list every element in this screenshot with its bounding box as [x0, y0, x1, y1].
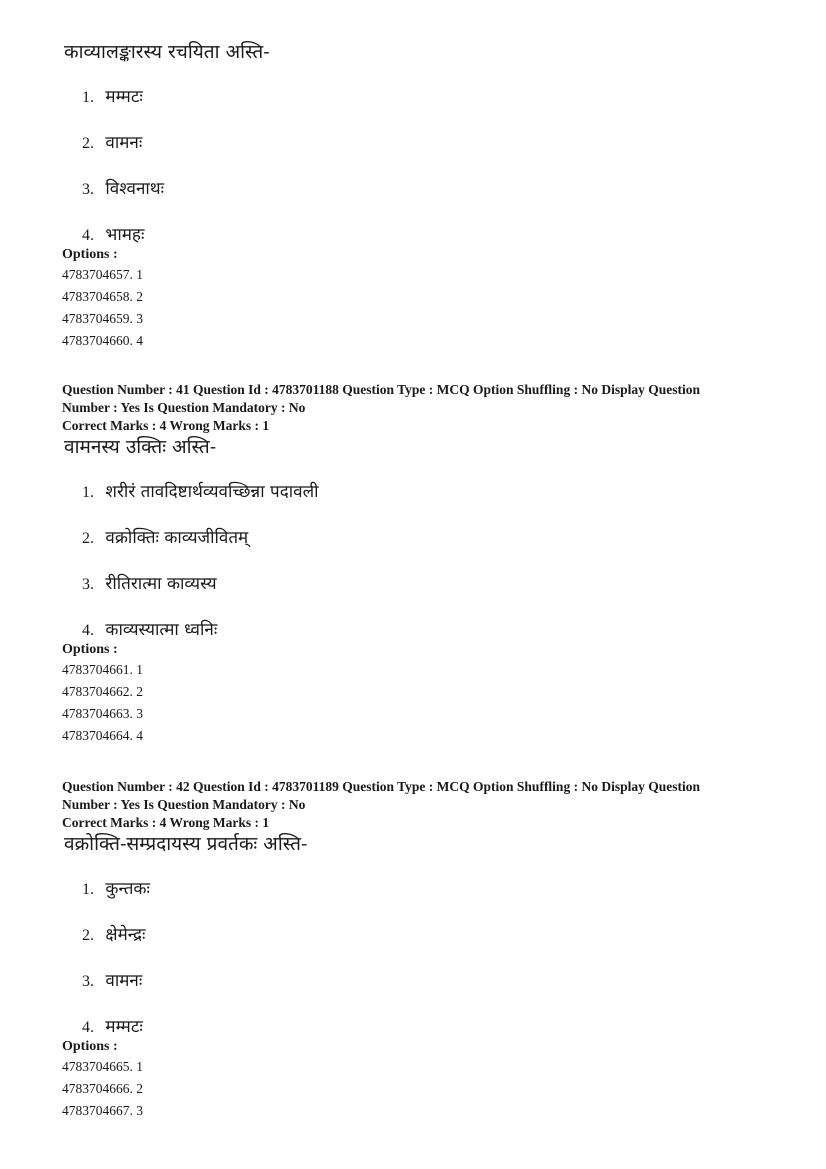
option-row: 4783704661. 1 [62, 662, 143, 677]
option-row: 4783704659. 3 [62, 311, 143, 326]
option-row: 4783704663. 3 [62, 706, 143, 721]
question-text: वक्रोक्ति-सम्प्रदायस्य प्रवर्तकः अस्ति- [64, 833, 308, 855]
choice-text: कुन्तकः [105, 879, 150, 899]
question-meta-line: Question Number : 42 Question Id : 4783701189 Question Type : MCQ Option Shuffling : No Display Question [62, 779, 700, 794]
marks-line: Correct Marks : 4 Wrong Marks : 1 [62, 815, 270, 830]
choice-number: 3. [82, 973, 94, 990]
choice-text: मम्मटः [105, 1017, 143, 1037]
question-text: काव्यालङ्कारस्य रचयिता अस्ति- [64, 41, 270, 63]
choice-number: 1. [82, 89, 94, 106]
question-text: वामनस्य उक्तिः अस्ति- [64, 436, 217, 458]
choice-text: मम्मटः [105, 87, 143, 107]
option-row: 4783704657. 1 [62, 267, 143, 282]
choice-text: वामनः [105, 971, 143, 991]
question-block [62, 778, 772, 1122]
option-row: 4783704664. 4 [62, 728, 143, 743]
options-label: Options : [62, 642, 118, 657]
choice-text: क्षेमेन्द्रः [105, 925, 146, 945]
choice-item [62, 224, 772, 246]
choice-item [62, 878, 772, 924]
choice-item [62, 132, 772, 178]
choice-text: भामहः [105, 225, 145, 245]
question-meta-line: Number : Yes Is Question Mandatory : No [62, 400, 306, 415]
option-row: 4783704660. 4 [62, 333, 143, 348]
choice-item [62, 619, 772, 641]
option-row: 4783704658. 2 [62, 289, 143, 304]
choice-item [62, 573, 772, 619]
option-row: 4783704666. 2 [62, 1081, 143, 1096]
choice-number: 2. [82, 135, 94, 152]
option-row: 4783704667. 3 [62, 1103, 143, 1118]
choice-text: वक्रोक्तिः काव्यजीवितम् [105, 528, 249, 548]
choice-number: 4. [82, 1019, 94, 1036]
choice-number: 2. [82, 927, 94, 944]
question-meta-line: Question Number : 41 Question Id : 4783701188 Question Type : MCQ Option Shuffling : No Display Question [62, 382, 700, 397]
choice-number: 4. [82, 227, 94, 244]
option-row: 4783704662. 2 [62, 684, 143, 699]
question-block [62, 40, 772, 352]
choice-number: 3. [82, 576, 94, 593]
question-meta-line: Number : Yes Is Question Mandatory : No [62, 797, 306, 812]
choice-number: 1. [82, 881, 94, 898]
choice-number: 4. [82, 622, 94, 639]
option-row: 4783704665. 1 [62, 1059, 143, 1074]
choice-item [62, 527, 772, 573]
marks-line: Correct Marks : 4 Wrong Marks : 1 [62, 418, 270, 433]
options-label: Options : [62, 1039, 118, 1054]
choice-text: विश्वनाथः [105, 179, 165, 199]
choice-item [62, 481, 772, 527]
choice-text: शरीरं तावदिष्टार्थव्यवच्छिन्ना पदावली [105, 482, 319, 502]
choice-item [62, 970, 772, 1016]
options-label: Options : [62, 247, 118, 262]
question-block [62, 381, 772, 747]
choice-item [62, 178, 772, 224]
choice-text: रीतिरात्मा काव्यस्य [105, 574, 217, 594]
choice-item [62, 1016, 772, 1038]
question-meta [62, 381, 772, 435]
choice-item [62, 924, 772, 970]
choice-text: वामनः [105, 133, 143, 153]
choice-item [62, 86, 772, 132]
choice-number: 3. [82, 181, 94, 198]
choice-number: 1. [82, 484, 94, 501]
choice-number: 2. [82, 530, 94, 547]
question-meta [62, 778, 772, 832]
choice-text: काव्यस्यात्मा ध्वनिः [105, 620, 218, 640]
